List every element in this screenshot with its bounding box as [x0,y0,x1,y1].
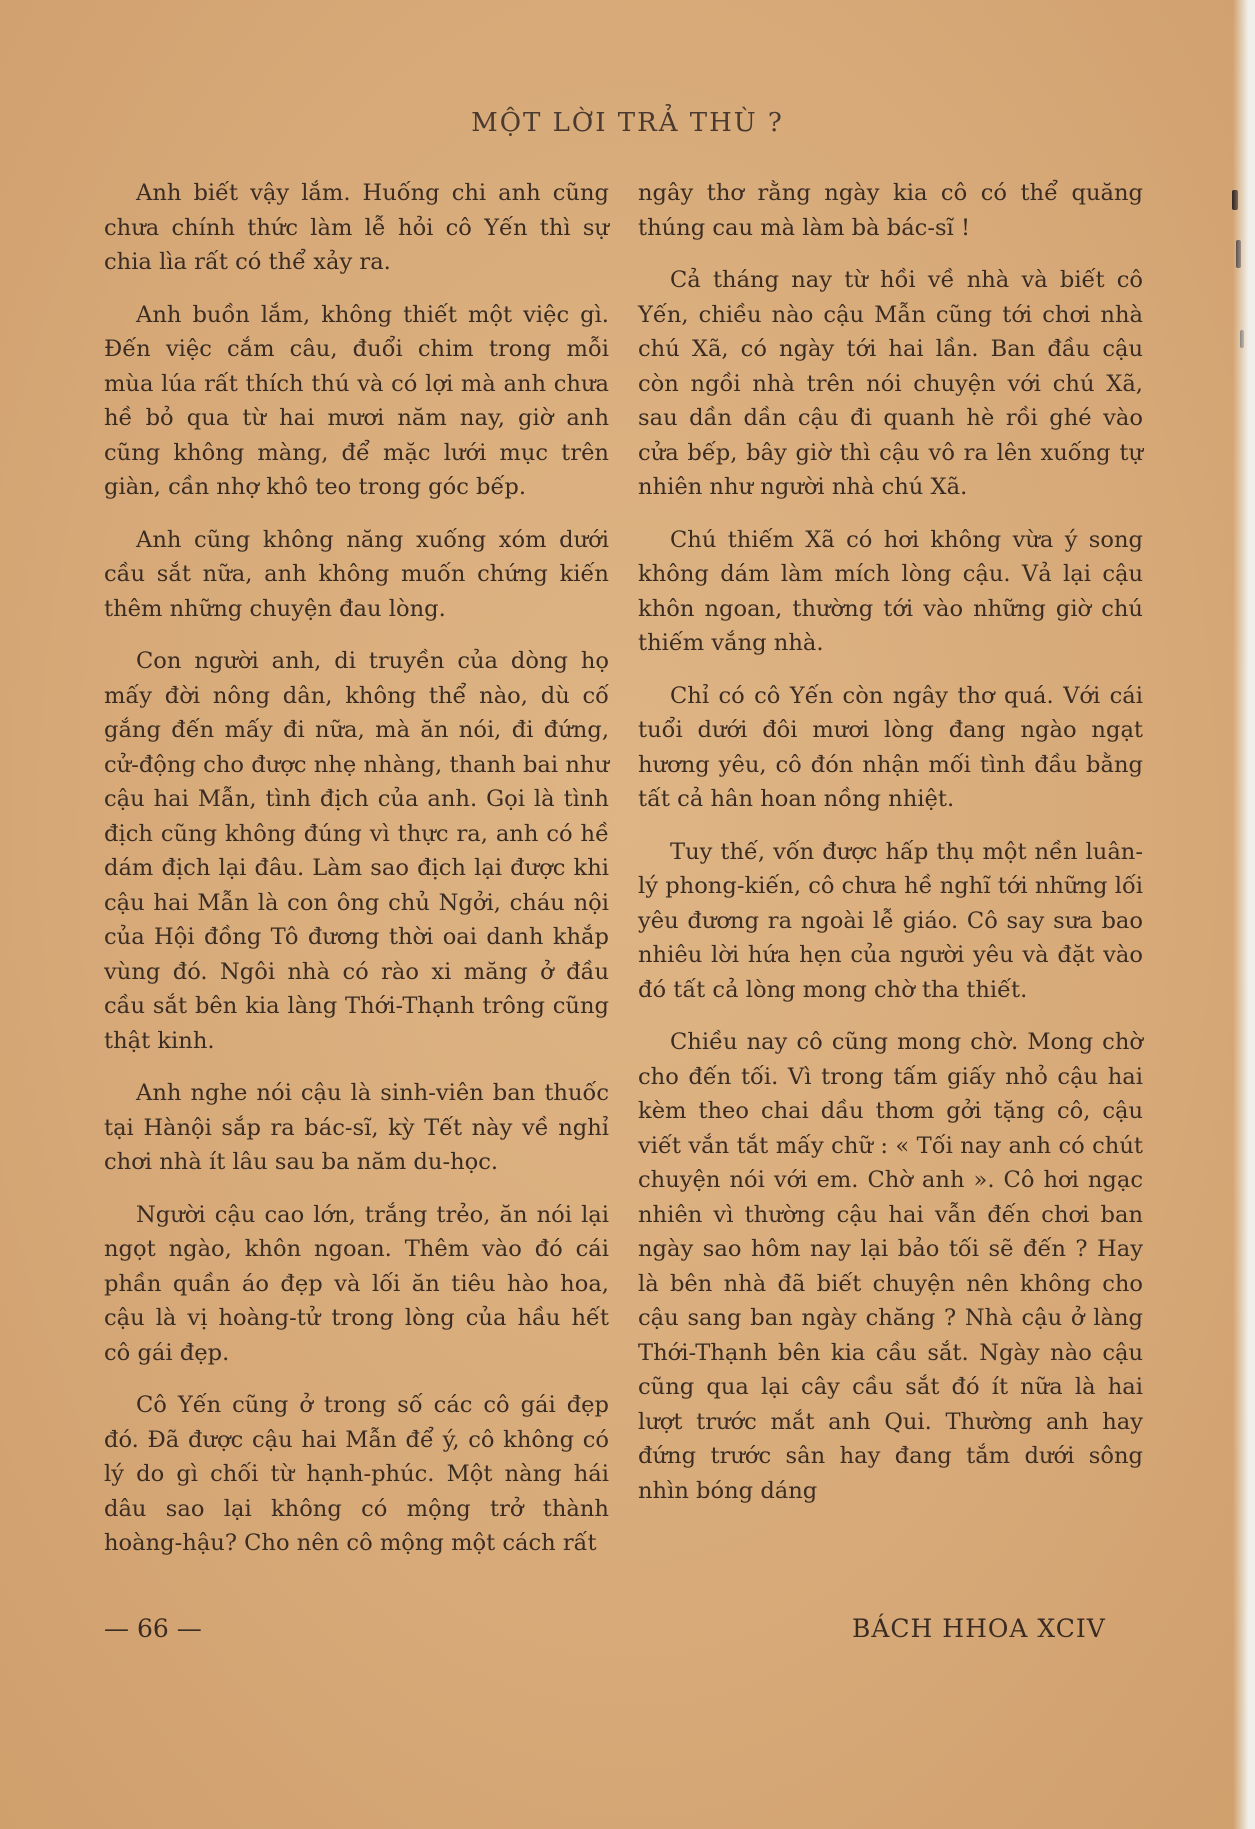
paragraph-continued: ngây thơ rằng ngày kia cô có thể quăng thúng cau mà làm bà bác-sĩ ! [638,180,1143,241]
paragraph: Chiều nay cô cũng mong chờ. Mong chờ cho đến tối. Vì trong tấm giấy nhỏ cậu hai kèm theo chai dầu thơm gởi tặng cô, cậu viết vắn tắt mấy chữ : « Tối nay anh có chút chuyện nói với em. Chờ anh ». Cô hơi ngạc nhiên vì thường cậu hai vẫn đến chơi ban ngày sao hôm nay lại bảo tối sẽ đến ? Hay là bên nhà đã biết chuyện nên không cho cậu sang ban ngày chăng ? Nhà cậu ở làng Thới-Thạnh bên kia cầu sắt. Ngày nào cậu cũng qua lại cây cầu sắt đó ít nữa là hai lượt trước mắt anh Qui. Thường anh hay đứng trước sân hay đang tắm dưới sông nhìn bóng dáng [638,1029,1143,1504]
magazine-name: BÁCH HHOA XCIV [852,1614,1106,1643]
paragraph: Anh biết vậy lắm. Huống chi anh cũng chưa chính thức làm lễ hỏi cô Yến thì sự chia lìa rất có thể xảy ra. [104,180,609,275]
paragraph: Con người anh, di truyền của dòng họ mấy đời nông dân, không thể nào, dù cố gắng đến mấy đi nữa, mà ăn nói, đi đứng, cử-động cho được nhẹ nhàng, thanh bai như cậu hai Mẫn, tình địch của anh. Gọi là tình địch cũng không đúng vì thực ra, anh có hề dám địch lại đâu. Làm sao địch lại được khi cậu hai Mẫn là con ông chủ Ngởi, cháu nội của Hội đồng Tô đương thời oai danh khắp vùng đó. Ngôi nhà có rào xi măng ở đầu cầu sắt bên kia làng Thới-Thạnh trông cũng thật kinh. [104,648,609,1054]
left-column [104,176,609,1579]
page-number: — 66 — [104,1614,202,1643]
paragraph: Người cậu cao lớn, trắng trẻo, ăn nói lại ngọt ngào, khôn ngoan. Thêm vào đó cái phần quần áo đẹp và lối ăn tiêu hào hoa, cậu là vị hoàng-tử trong lòng của hầu hết cô gái đẹp. [104,1201,609,1366]
paragraph: Anh cũng không năng xuống xóm dưới cầu sắt nữa, anh không muốn chứng kiến thêm những chuyện đau lòng. [104,526,609,622]
paragraph: Anh nghe nói cậu là sinh-viên ban thuốc tại Hànội sắp ra bác-sĩ, kỳ Tết này về nghỉ chơi nhà ít lâu sau ba năm du-học. [104,1080,609,1175]
paragraph: Chỉ có cô Yến còn ngây thơ quá. Với cái tuổi dưới đôi mươi lòng đang ngào ngạt hương yêu, cô đón nhận mối tình đầu bằng tất cả hân hoan nồng nhiệt. [638,682,1143,812]
edge-speck [1240,330,1244,348]
paragraph: Anh buồn lắm, không thiết một việc gì. Đến việc cắm câu, đuổi chim trong mỗi mùa lúa rất thích thú và có lợi mà anh chưa hề bỏ qua từ hai mươi năm nay, giờ anh cũng không màng, để mặc lưới mục trên giàn, cần nhợ khô teo trong góc bếp. [104,301,609,500]
paragraph: Cô Yến cũng ở trong số các cô gái đẹp đó. Đã được cậu hai Mẫn để ý, cô không có lý do gì chối từ hạnh-phúc. Một nàng hái dâu sao lại không có mộng trở thành hoàng-hậu? Cho nên cô mộng một cách rất [104,1392,609,1556]
edge-speck [1232,190,1238,210]
right-column [638,176,1143,1526]
page-title: MỘT LỜI TRẢ THÙ ? [471,108,784,138]
paragraph: Chú thiếm Xã có hơi không vừa ý song không dám làm mích lòng cậu. Vả lại cậu khôn ngoan, thường tới vào những giờ chú thiếm vắng nhà. [638,526,1143,656]
edge-speck [1236,240,1241,268]
paragraph: Cả tháng nay từ hồi về nhà và biết cô Yến, chiều nào cậu Mẫn cũng tới chơi nhà chú Xã, có ngày tới hai lần. Ban đầu cậu còn ngồi nhà trên nói chuyện với chú Xã, sau dần dần cậu đi quanh hè rồi ghé vào cửa bếp, bây giờ thì cậu vô ra lên xuống tự nhiên như người nhà chú Xã. [638,267,1143,500]
paragraph: Tuy thế, vốn được hấp thụ một nền luân-lý phong-kiến, cô chưa hề nghĩ tới những lối yêu đương ra ngoài lễ giáo. Cô say sưa bao nhiêu lời hứa hẹn của người yêu và đặt vào đó tất cả lòng mong chờ tha thiết. [638,838,1143,1003]
